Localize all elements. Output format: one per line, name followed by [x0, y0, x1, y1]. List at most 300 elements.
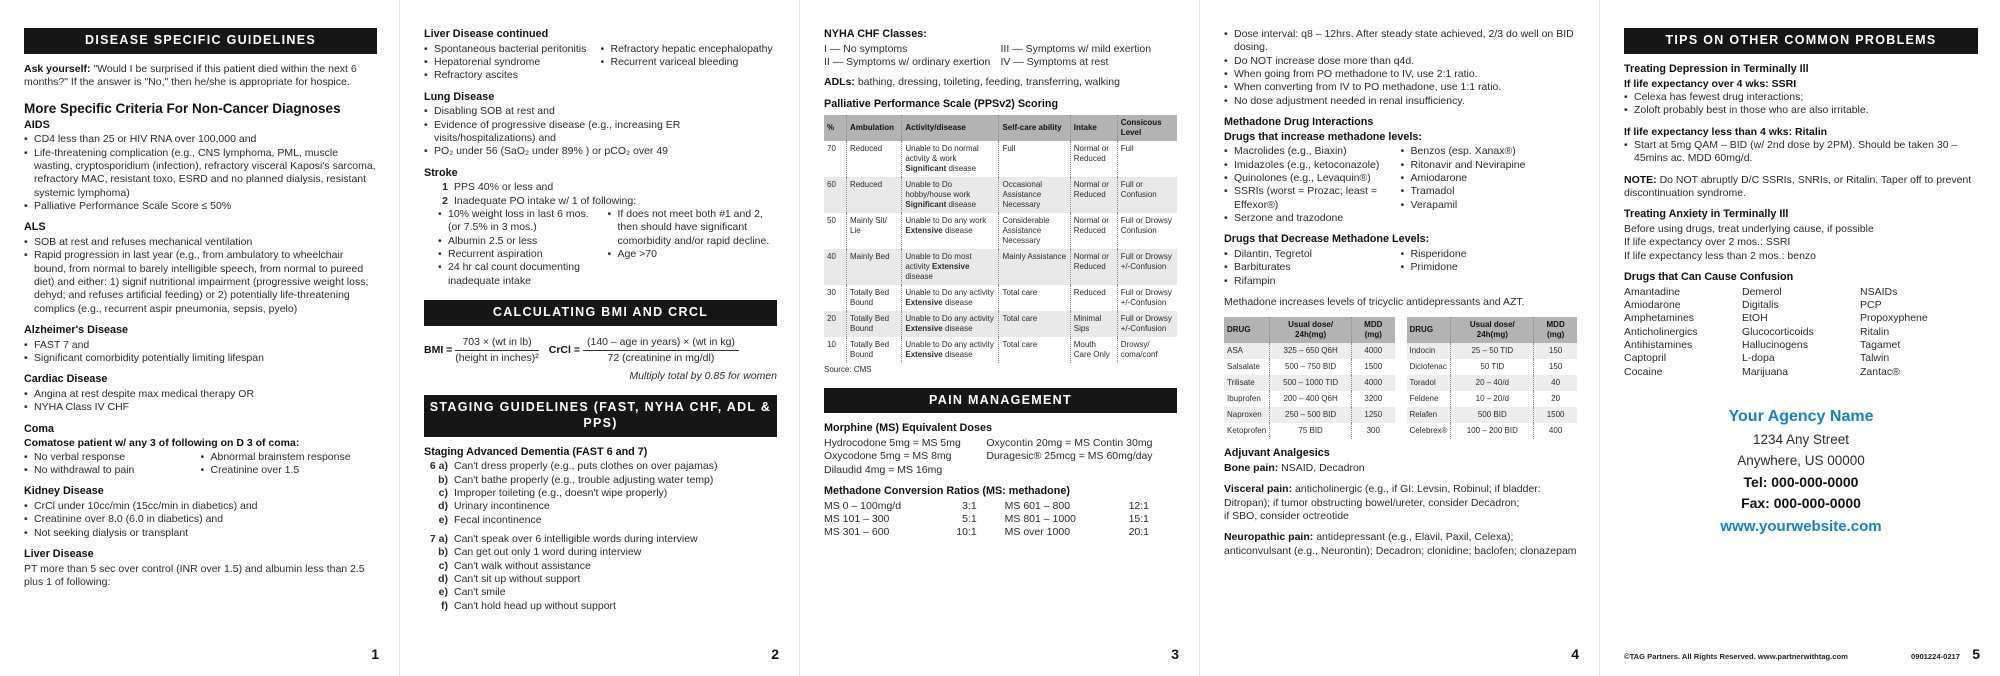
section-header-disease-specific: DISEASE SPECIFIC GUIDELINES: [24, 28, 377, 54]
agency-address-line2: Anywhere, US 00000: [1737, 452, 1865, 468]
liver-bullet: • Spontaneous bacterial peritonitis: [424, 43, 595, 56]
table-cell: Unable to Do any activity Extensive disease: [902, 285, 999, 311]
table-cell: 10:1: [956, 526, 977, 539]
table-cell: Full or Drowsy +/-Confusion: [1117, 285, 1177, 311]
section-header-staging: STAGING GUIDELINES (FAST, NYHA CHF, ADL & PPS): [424, 395, 777, 437]
table-row: [424, 460, 717, 473]
depression-sub2: If life expectancy less than 4 wks: Ritalin: [1624, 125, 1828, 138]
table-cell: Reduced: [847, 177, 902, 213]
dosing-bullet: • When converting from IV to PO methadone, use 1:1 ratio.: [1224, 81, 1577, 94]
table-cell: Naproxen: [1227, 410, 1262, 420]
table-row: [424, 600, 698, 613]
table-cell: Ibuprofen: [1227, 394, 1261, 404]
table-cell: 250 – 500 BID: [1270, 407, 1352, 423]
agency-website: www.yourwebsite.com: [1720, 517, 1882, 535]
fast6-list: [424, 460, 717, 527]
table-cell: Trilisate: [1227, 378, 1255, 388]
drug-bullet: • Benzos (esp. Xanax®): [1401, 145, 1578, 158]
visceral-pain-text: anticholinergic (e.g., if GI: Levsin, Robinul; if bladder: Ditropan); if tumor obstructing bowel/ureter, consider Decadron;: [1224, 483, 1541, 509]
table-cell: Can't hold head up without support: [454, 599, 616, 612]
pps-col-percent: %: [824, 115, 847, 141]
table-cell: 5:1: [962, 513, 977, 526]
liver-bullet: • Recurrent variceal bleeding: [601, 56, 778, 69]
table-cell: 20: [827, 314, 836, 324]
table-cell: 1500: [1534, 407, 1577, 423]
drug-bullet: • Amiodarone: [1401, 172, 1578, 185]
depression-bullet: • Start at 5mg QAM – BID (w/ 2nd dose by 2PM). Should be taken 30 – 45mins ac. MDD 60mg/d.: [1624, 139, 1978, 166]
confusion-drug: Hallucinogens: [1742, 338, 1808, 351]
table-cell: Fecal incontinence: [454, 513, 542, 526]
dosing-bullet: • Dose interval: q8 – 12hrs. After steady state achieved, 2/3 do well on BID dosing.: [1224, 28, 1577, 55]
stroke-left: [438, 208, 608, 288]
coma-bullet: • No withdrawal to pain: [24, 464, 195, 477]
table-cell: Occasional Assistance Necessary: [999, 177, 1070, 213]
table-row: [824, 526, 1177, 539]
confusion-drug: Tagamet: [1860, 338, 1901, 351]
confusion-drug: Glucocorticoids: [1742, 325, 1814, 338]
coma-intro: Comatose patient w/ any 3 of following on D 3 of coma:: [24, 437, 300, 450]
aids-bullet: • Palliative Performance Scale Score ≤ 50%: [24, 200, 377, 213]
table-cell: Mainly Bed: [847, 249, 902, 285]
aids-bullet: • CD4 less than 25 or HIV RNA over 100,000 and: [24, 133, 377, 146]
decrease-right: [1401, 248, 1578, 288]
depression-bullet: • Zoloft probably best in those who are also irritable.: [1624, 104, 1978, 117]
table-cell: 500 BID: [1451, 407, 1534, 423]
confusion-drug: EtOH: [1742, 312, 1768, 325]
confusion-drug: Talwin: [1860, 352, 1890, 365]
methadone-dosing-bullets: [1224, 28, 1577, 108]
table-cell: Can't walk without assistance: [454, 559, 591, 572]
depression-heading: Treating Depression in Terminally Ill: [1624, 62, 1809, 75]
fast7-list: [424, 533, 698, 613]
table-cell: c): [438, 487, 448, 499]
stroke-bullet: • 24 hr cal count documenting inadequate intake: [438, 261, 602, 288]
page-number: 3: [1171, 646, 1179, 663]
confusion-col1: [1624, 286, 1742, 379]
visceral-pain-text2: if SBO, consider octreotide: [1224, 510, 1349, 523]
table-cell: Ketoprofen: [1227, 426, 1267, 436]
drug-bullet: • Ritonavir and Nevirapine: [1401, 159, 1578, 172]
crcl-label: CrCl =: [548, 344, 580, 357]
table-row: [1224, 359, 1395, 375]
lung-bullet: • Evidence of progressive disease (e.g., increasing ER visits/hospitalizations) and: [424, 119, 777, 146]
depression-sub1: If life expectancy over 4 wks: SSRI: [1624, 77, 1797, 90]
table-cell: Mainly Assistance: [999, 249, 1070, 285]
confusion-drug: Zantac®: [1860, 365, 1900, 378]
confusion-drug: Demerol: [1742, 285, 1782, 298]
nyha-class: I — No symptoms: [824, 42, 908, 55]
crcl-formula: [549, 336, 739, 366]
table-cell: Can't sit up without support: [454, 572, 581, 585]
nyha-class: IV — Symptoms at rest: [1000, 56, 1109, 69]
bmi-denominator: (height in inches)²: [455, 352, 539, 365]
table-cell: Full or Drowsy Confusion: [1117, 213, 1177, 249]
table-cell: Relafen: [1409, 410, 1438, 420]
non-cancer-subtitle: More Specific Criteria For Non-Cancer Diagnoses: [24, 100, 341, 116]
footer-code: 0901224-0217: [1911, 652, 1960, 662]
cardiac-bullets: [24, 388, 377, 415]
liver-bullet: • Refractory ascites: [424, 69, 595, 82]
table-cell: Full or Drowsy +/-Confusion: [1117, 249, 1177, 285]
visceral-pain-line: [1224, 483, 1577, 510]
page-4: [1200, 0, 1600, 676]
table-cell: 500 – 750 BID: [1270, 359, 1352, 375]
stroke-numbered-list: [424, 181, 636, 208]
table-cell: ASA: [1227, 346, 1244, 356]
table-cell: 4000: [1352, 375, 1395, 391]
morphine-equivalence: Oxycodone 5mg = MS 8mg: [824, 450, 952, 463]
table-cell: Unable to Do most activity Extensive disease: [902, 249, 999, 285]
agency-tel: Tel: 000-000-0000: [1743, 473, 1859, 490]
footer: [1624, 652, 1960, 662]
coma-bullet: • Creatinine over 1.5: [201, 464, 378, 477]
table-cell: 1250: [1352, 407, 1395, 423]
table-cell: b): [438, 473, 448, 486]
table-cell: 300: [1352, 423, 1395, 439]
table-cell: 6 a): [429, 460, 448, 473]
table-cell: b): [438, 546, 448, 559]
table-row: [424, 500, 717, 513]
table-row: [824, 513, 1177, 526]
table-cell: Reduced: [847, 141, 902, 177]
liver-text: PT more than 5 sec over control (INR over 1.5) and albumin less than 2.5 plus 1 of following:: [24, 562, 365, 589]
table-cell: Can't speak over 6 intelligible words during interview: [454, 532, 698, 545]
stroke-columns: [424, 208, 777, 288]
table-cell: Normal or Reduced: [1070, 249, 1117, 285]
table-cell: MS 0 – 100mg/d: [824, 499, 902, 512]
neuropathic-pain-label: Neuropathic pain:: [1224, 531, 1314, 544]
drug-bullet: • Macrolides (e.g., Biaxin): [1224, 145, 1395, 158]
table-cell: 25 – 50 TID: [1451, 343, 1534, 359]
agency-fax: Fax: 000-000-0000: [1741, 495, 1861, 512]
pps-table: [824, 115, 1177, 363]
fast-heading: Staging Advanced Dementia (FAST 6 and 7): [424, 445, 648, 458]
drug-bullet: • Imidazoles (e.g., ketoconazole): [1224, 159, 1395, 172]
table-cell: Considerable Assistance Necessary: [999, 213, 1070, 249]
table-cell: 4000: [1352, 343, 1395, 359]
table-cell: 30: [827, 288, 836, 298]
page-number: 5: [1972, 646, 1980, 663]
table-cell: 50: [827, 216, 836, 226]
coma-columns: [24, 451, 377, 478]
kidney-heading: Kidney Disease: [24, 485, 104, 498]
table-row: [424, 560, 698, 573]
coma-bullet: • Abnormal brainstem response: [201, 451, 378, 464]
morphine-left: [824, 437, 986, 477]
table-cell: MS over 1000: [1004, 526, 1071, 539]
ask-yourself-paragraph: [24, 63, 377, 90]
table-cell: Unable to Do hobby/house work Significant disease: [902, 177, 999, 213]
drug-bullet: • Risperidone: [1401, 248, 1578, 261]
table-row: [424, 181, 636, 194]
als-heading: ALS: [24, 221, 46, 234]
table-cell: 12:1: [1128, 499, 1149, 512]
dosing-bullet: • Do NOT increase dose more than q4d.: [1224, 55, 1577, 68]
pps-heading: Palliative Performance Scale (PPSv2) Scoring: [824, 97, 1059, 110]
anxiety-line: If life expectancy over 2 mos.: SSRI: [1624, 236, 1791, 249]
table-cell: Reduced: [1070, 285, 1117, 311]
table-cell: 3:1: [962, 499, 977, 512]
cardiac-bullet: • Angina at rest despite max medical therapy OR: [24, 388, 377, 401]
nsaid-col-dose: Usual dose/ 24h(mg): [1451, 317, 1534, 343]
pps-header-row: [824, 115, 1177, 141]
table-cell: Inadequate PO intake w/ 1 of following:: [454, 194, 637, 207]
table-cell: Normal or Reduced: [1070, 213, 1117, 249]
table-cell: 15:1: [1128, 513, 1149, 526]
lung-heading: Lung Disease: [424, 90, 495, 103]
nyha-left: [824, 43, 1001, 70]
kidney-bullet: • Not seeking dialysis or transplant: [24, 527, 377, 540]
table-cell: Celebrex®: [1409, 426, 1448, 436]
table-cell: 60: [827, 180, 836, 190]
section-header-pain-management: PAIN MANAGEMENT: [824, 388, 1177, 414]
neuropathic-pain-text: antidepressant (e.g., Elavil, Paxil, Celexa); anticonvulsant (e.g., Neurontin); Decadron; clonidine; baclofen; clonazepam: [1224, 531, 1577, 557]
nsaid-header-row: [1407, 317, 1578, 343]
coma-heading: Coma: [24, 422, 54, 435]
confusion-drug: Cocaine: [1624, 365, 1663, 378]
bmi-crcl-formulas: [424, 336, 777, 366]
agency-address-line1: 1234 Any Street: [1752, 431, 1850, 447]
liver-bullet: • Hepatorenal syndrome: [424, 56, 595, 69]
anxiety-lines: [1624, 223, 1978, 263]
table-row: [424, 474, 717, 487]
morphine-equivalence: Dilaudid 4mg = MS 16mg: [824, 463, 943, 476]
confusion-columns: [1624, 286, 1978, 379]
note-line: [1624, 174, 1978, 201]
table-cell: 10: [827, 340, 836, 350]
table-row: [824, 213, 1177, 249]
table-row: [824, 249, 1177, 285]
depression-bullet: • Celexa has fewest drug interactions;: [1624, 91, 1978, 104]
table-cell: Full or Drowsy +/-Confusion: [1117, 311, 1177, 337]
stroke-bullet: • Age >70: [608, 248, 778, 261]
nsaid-tables: [1224, 317, 1577, 439]
table-cell: Can't dress properly (e.g., puts clothes on over pajamas): [454, 460, 718, 473]
table-row: [1407, 375, 1578, 391]
table-cell: 325 – 650 Q6H: [1270, 343, 1352, 359]
table-cell: 150: [1534, 359, 1577, 375]
drug-bullet: • Serzone and trazodone: [1224, 212, 1395, 225]
dosing-bullet: • No dose adjustment needed in renal insufficiency.: [1224, 95, 1577, 108]
agency-name: Your Agency Name: [1728, 407, 1874, 425]
confusion-drug: Anticholinergics: [1624, 325, 1698, 338]
lung-bullet: • PO₂ under 56 (SaO₂ under 89% ) or pCO₂ over 49: [424, 145, 777, 158]
table-cell: Can get out only 1 word during interview: [454, 546, 642, 559]
table-cell: Feldene: [1409, 394, 1439, 404]
table-row: [824, 141, 1177, 177]
drug-bullet: • Barbiturates: [1224, 261, 1395, 274]
table-row: [424, 195, 636, 208]
note-text: Do NOT abruptly D/C SSRIs, SNRIs, or Ritalin. Taper off to prevent discontinuation syndrome.: [1624, 173, 1972, 199]
section-header-tips: TIPS ON OTHER COMMON PROBLEMS: [1624, 28, 1978, 54]
table-cell: 10 – 20/d: [1451, 391, 1534, 407]
lung-bullets: [424, 105, 777, 158]
nsaid-table-right: [1407, 317, 1578, 439]
confusion-drug: Amphetamines: [1624, 312, 1695, 325]
table-cell: Totally Bed Bound: [847, 337, 902, 363]
drug-bullet: • Verapamil: [1401, 199, 1578, 212]
anxiety-line: Before using drugs, treat underlying cause, if possible: [1624, 222, 1874, 235]
table-cell: d): [438, 500, 448, 513]
table-cell: 20: [1534, 391, 1577, 407]
table-cell: Totally Bed Bound: [847, 311, 902, 337]
liver-continued-right: [601, 43, 778, 83]
table-cell: 7 a): [429, 532, 448, 545]
table-cell: Normal or Reduced: [1070, 177, 1117, 213]
table-row: [424, 573, 698, 586]
pps-col-ambulation: Ambulation: [847, 115, 902, 141]
table-row: [1224, 375, 1395, 391]
confusion-drug: Antihistamines: [1624, 338, 1693, 351]
drug-bullet: • Primidone: [1401, 261, 1578, 274]
drug-bullet: • Quinolones (e.g., Levaquin®): [1224, 172, 1395, 185]
confusion-heading: Drugs that Can Cause Confusion: [1624, 270, 1794, 283]
nsaid-col-drug: DRUG: [1407, 317, 1451, 343]
table-cell: PPS 40% or less and: [454, 181, 554, 194]
pps-col-selfcare: Self-care ability: [999, 115, 1070, 141]
stroke-right: [608, 208, 778, 288]
table-cell: Total care: [999, 285, 1070, 311]
azt-note: Methadone increases levels of tricyclic antidepressants and AZT.: [1224, 296, 1525, 309]
bmi-fraction: [455, 336, 538, 366]
table-cell: Unable to Do any activity Extensive disease: [902, 311, 999, 337]
table-row: [1224, 343, 1395, 359]
drug-bullet: • SSRIs (worst = Prozac; least = Effexor®): [1224, 185, 1395, 212]
pps-col-activity: Activity/disease: [902, 115, 999, 141]
neuropathic-pain-line: [1224, 531, 1577, 558]
table-cell: Urinary incontinence: [454, 500, 550, 513]
table-cell: Toradol: [1409, 378, 1436, 388]
table-cell: Unable to Do normal activity & work Significant disease: [902, 141, 999, 177]
lung-bullet: • Disabling SOB at rest and: [424, 105, 777, 118]
crcl-fraction: [583, 336, 739, 366]
morphine-equivalence: Oxycontin 20mg = MS Contin 30mg: [986, 437, 1153, 450]
liver-heading: Liver Disease: [24, 548, 94, 561]
ask-yourself-label: Ask yourself:: [24, 62, 91, 75]
adjuvant-heading: Adjuvant Analgesics: [1224, 447, 1330, 460]
pps-col-intake: Intake: [1070, 115, 1117, 141]
liver-continued-left: [424, 43, 601, 83]
table-row: [1407, 391, 1578, 407]
footer-copyright: ©TAG Partners. All Rights Reserved. www.partnerwithtag.com: [1624, 652, 1848, 662]
als-bullets: [24, 236, 377, 316]
nyha-heading: NYHA CHF Classes:: [824, 28, 927, 40]
coma-left: [24, 451, 201, 478]
table-cell: Full: [999, 141, 1070, 177]
morphine-heading: Morphine (MS) Equivalent Doses: [824, 422, 992, 435]
als-bullet: • SOB at rest and refuses mechanical ventilation: [24, 236, 377, 249]
table-cell: 1: [442, 181, 448, 194]
increase-columns: [1224, 145, 1577, 225]
confusion-drug: NSAIDs: [1860, 285, 1898, 298]
table-row: [824, 177, 1177, 213]
morphine-equivalence: Duragesic® 25mcg = MS 60mg/day: [986, 450, 1153, 463]
section-header-bmi-crcl: CALCULATING BMI AND CRCL: [424, 300, 777, 326]
nsaid-col-drug: DRUG: [1224, 317, 1270, 343]
drug-bullet: • Dilantin, Tegretol: [1224, 248, 1395, 261]
decrease-levels-heading: Drugs that Decrease Methadone Levels:: [1224, 233, 1430, 246]
aids-heading: AIDS: [24, 118, 50, 131]
table-cell: 2: [442, 194, 448, 207]
dosing-bullet: • When going from PO methadone to IV, use 2:1 ratio.: [1224, 68, 1577, 81]
liver-bullet: • Refractory hepatic encephalopathy: [601, 43, 778, 56]
nyha-class: II — Symptoms w/ ordinary exertion: [824, 56, 991, 69]
pps-source: Source: CMS: [824, 365, 872, 375]
nyha-right: [1001, 43, 1178, 70]
table-cell: Drowsy/ coma/conf: [1117, 337, 1177, 363]
methadone-interactions-heading: Methadone Drug Interactions: [1224, 115, 1374, 128]
table-cell: Diclofenac: [1409, 362, 1447, 372]
table-row: [1407, 359, 1578, 375]
table-cell: 150: [1534, 343, 1577, 359]
table-cell: e): [438, 586, 448, 599]
liver-continued-heading: Liver Disease continued: [424, 28, 549, 40]
table-cell: Improper toileting (e.g., doesn't wipe properly): [454, 487, 668, 499]
table-row: [824, 285, 1177, 311]
stroke-heading: Stroke: [424, 166, 458, 179]
nsaid-col-mdd: MDD (mg): [1534, 317, 1577, 343]
coma-right: [201, 451, 378, 478]
adls-text: bathing, dressing, toileting, feeding, transferring, walking: [857, 76, 1120, 89]
anxiety-heading: Treating Anxiety in Terminally Ill: [1624, 208, 1789, 221]
table-cell: 100 – 200 BID: [1451, 423, 1534, 439]
increase-left: [1224, 145, 1401, 225]
bone-pain-label: Bone pain:: [1224, 462, 1279, 475]
morphine-equivalence: Hydrocodone 5mg = MS 5mg: [824, 437, 961, 450]
table-cell: 200 – 400 Q6H: [1270, 391, 1352, 407]
confusion-col3: [1860, 286, 1978, 379]
table-row: [824, 500, 1177, 513]
table-cell: Mainly Sit/ Lie: [847, 213, 902, 249]
crcl-numerator: (140 – age in years) × (wt in kg): [583, 336, 739, 351]
aids-bullet: • Life-threatening complication (e.g., CNS lymphoma, PML, muscle wasting, cryptosporidium (infection), refractory visceral Kaposi's sarcoma, refractory MAC, resistant toxo, ESRD and no planned dialysis, resistant systemic lymphoma): [24, 147, 377, 200]
table-cell: e): [438, 513, 448, 526]
methadone-ratio-heading: Methadone Conversion Ratios (MS: methadone): [824, 485, 1070, 498]
confusion-drug: Marijuana: [1742, 365, 1789, 378]
table-cell: d): [438, 572, 448, 585]
depression-bullets2: [1624, 139, 1978, 166]
table-cell: Total care: [999, 337, 1070, 363]
table-cell: c): [438, 559, 448, 572]
bone-pain-line: [1224, 462, 1577, 475]
table-cell: 20 – 40/d: [1451, 375, 1534, 391]
table-row: [424, 586, 698, 599]
liver-continued-columns: [424, 43, 777, 83]
decrease-columns: [1224, 248, 1577, 288]
cardiac-bullet: • NYHA Class IV CHF: [24, 401, 377, 414]
table-cell: Total care: [999, 311, 1070, 337]
nyha-class: III — Symptoms w/ mild exertion: [1000, 42, 1152, 55]
stroke-bullet: • Albumin 2.5 or less: [438, 235, 602, 248]
morphine-columns: [824, 437, 1177, 477]
page-number: 2: [771, 646, 779, 663]
drug-bullet: • Rifampin: [1224, 275, 1395, 288]
increase-levels-heading: Drugs that increase methadone levels:: [1224, 130, 1423, 143]
table-cell: MS 801 – 1000: [1004, 513, 1076, 526]
table-row: [1224, 391, 1395, 407]
table-cell: 40: [1534, 375, 1577, 391]
table-cell: Can't bathe properly (e.g., trouble adjusting water temp): [454, 473, 714, 486]
kidney-bullet: • Creatinine over 8.0 (6.0 in diabetics) and: [24, 513, 377, 526]
nyha-columns: [824, 43, 1177, 70]
table-cell: Unable to Do any work Extensive disease: [902, 213, 999, 249]
table-cell: 20:1: [1128, 526, 1149, 539]
table-row: [424, 533, 698, 546]
confusion-drug: PCP: [1860, 298, 1882, 311]
alzheimers-bullets: [24, 339, 377, 366]
table-row: [424, 546, 698, 559]
table-row: [824, 337, 1177, 363]
